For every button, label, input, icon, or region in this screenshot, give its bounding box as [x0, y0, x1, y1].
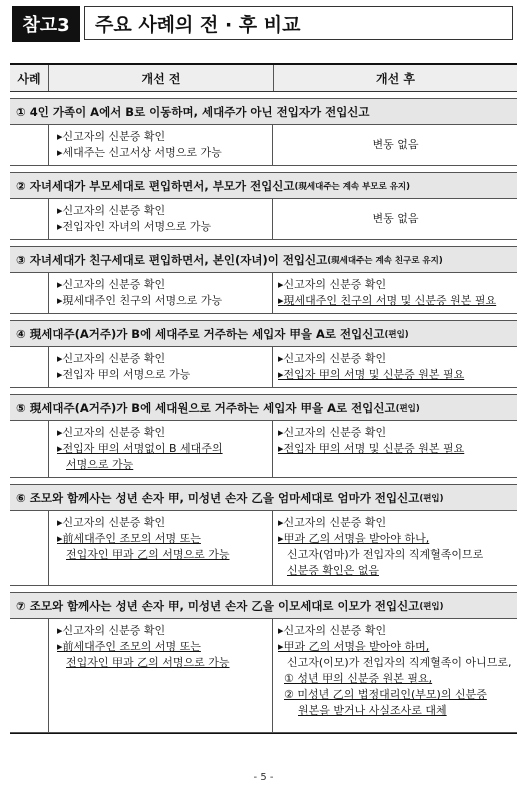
- header-after: 개선 후: [376, 71, 415, 86]
- after-cell: ▸신고자의 신분증 확인 ▸甲과 乙의 서명을 받아야 하나, 신고자(엄마)가 전입자의 직계혈족이므로 신분증 확인은 없음: [278, 516, 484, 577]
- row-gap: [10, 92, 517, 99]
- case-body-6: [10, 511, 517, 586]
- case-title-4: ④ 現세대주(A거주)가 B에 세대주로 거주하는 세입자 甲을 A로 전입신고 (편입): [10, 321, 517, 347]
- before-cell: ▸신고자의 신분증 확인 ▸전입자 甲의 서명으로 가능: [49, 347, 273, 387]
- before-cell: ▸신고자의 신분증 확인 ▸前세대주인 조모의 서명 또는 전입자인 甲과 乙의 서명으로 가능: [49, 511, 273, 585]
- row-gap: [10, 586, 517, 593]
- after-cell: 변동 없음: [372, 212, 419, 225]
- row-gap: [10, 240, 517, 247]
- page-number: - 5 -: [253, 772, 274, 783]
- after-cell: ▸신고자의 신분증 확인 ▸現세대주인 친구의 서명 및 신분증 원본 필요: [278, 278, 497, 307]
- before-cell: ▸신고자의 신분증 확인 ▸세대주는 신고서상 서명으로 가능: [49, 125, 273, 165]
- case-title-5: ⑤ 現세대주(A거주)가 B에 세대원으로 거주하는 세입자 甲을 A로 전입신고 (편입): [10, 395, 517, 421]
- case-body-2: [10, 199, 517, 240]
- header: [12, 6, 515, 42]
- after-cell: ▸신고자의 신분증 확인 ▸전입자 甲의 서명 및 신분증 원본 필요: [278, 352, 465, 381]
- row-gap: [10, 314, 517, 321]
- before-cell: ▸신고자의 신분증 확인 ▸前세대주인 조모의 서명 또는 전입자인 甲과 乙의 서명으로 가능: [49, 619, 273, 732]
- case-title-1: ① 4인 가족이 A에서 B로 이동하며, 세대주가 아닌 전입자가 전입신고: [10, 99, 517, 125]
- before-cell: ▸신고자의 신분증 확인 ▸전입자인 자녀의 서명으로 가능: [49, 199, 273, 239]
- case-body-7: [10, 619, 517, 733]
- case-title-6: ⑥ 조모와 함께사는 성년 손자 甲, 미성년 손자 乙을 엄마세대로 엄마가 전입신고 (편입): [10, 485, 517, 511]
- after-cell: ▸신고자의 신분증 확인 ▸甲과 乙의 서명을 받아야 하며, 신고자(이모)가 전입자의 직계혈족이 아니므로, ① 성년 甲의 신분증 원본 필요, ② 미성년 乙의 법정대리인(부모)의 신분증 원본을 받거나 사실조사로 대체: [278, 624, 512, 717]
- case-title-7: ⑦ 조모와 함께사는 성년 손자 甲, 미성년 손자 乙을 이모세대로 이모가 전입신고 (편입): [10, 593, 517, 619]
- case-body-5: [10, 421, 517, 478]
- before-cell: ▸신고자의 신분증 확인 ▸現세대주인 친구의 서명으로 가능: [49, 273, 273, 313]
- case-body-1: [10, 125, 517, 166]
- case-body-4: [10, 347, 517, 388]
- row-gap: [10, 166, 517, 173]
- row-gap: [10, 478, 517, 485]
- table-header-row: [10, 65, 517, 92]
- case-title-3: ③ 자녀세대가 친구세대로 편입하면서, 본인(자녀)이 전입신고 (現세대주는 계속 친구로 유지): [10, 247, 517, 273]
- row-gap: [10, 388, 517, 395]
- header-case: 사례: [10, 65, 49, 91]
- case-title-2: ② 자녀세대가 부모세대로 편입하면서, 부모가 전입신고 (現세대주는 계속 부모로 유지): [10, 173, 517, 199]
- before-cell: ▸신고자의 신분증 확인 ▸전입자 甲의 서명없이 B 세대주의 서명으로 가능: [49, 421, 273, 477]
- case-body-3: [10, 273, 517, 314]
- after-cell: 변동 없음: [372, 138, 419, 151]
- reference-label: 참고3: [12, 6, 80, 42]
- page-title: 주요 사례의 전 · 후 비교: [84, 6, 513, 40]
- comparison-table: [10, 63, 517, 734]
- after-cell: ▸신고자의 신분증 확인 ▸전입자 甲의 서명 및 신분증 원본 필요: [278, 426, 465, 455]
- header-before: 개선 전: [49, 65, 274, 91]
